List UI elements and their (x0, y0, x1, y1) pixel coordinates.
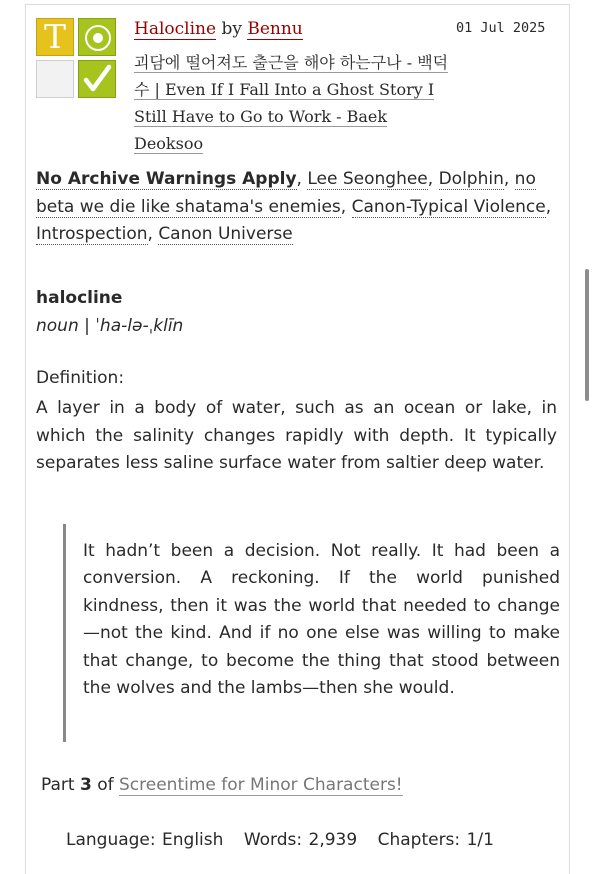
tag-freeform[interactable]: Introspection (36, 224, 148, 244)
work-title-link[interactable]: Halocline (134, 19, 217, 39)
teen-rating-icon[interactable] (36, 18, 74, 56)
work-heading (134, 16, 459, 43)
language-label: Language: (66, 830, 156, 850)
fandom-heading (134, 49, 459, 157)
quote-text: It hadn’t been a decision. Not really. It had been a conversion. A reckoning. If the world punished kindness, then it was the world that needed to change—not the kind. And if no one else was willing to make that change, to become the thing that stood between the wolves and the lambs—then she would. (83, 541, 560, 699)
words-value: 2,939 (308, 830, 358, 850)
summary-word: halocline (36, 288, 123, 308)
tag-separator: , (427, 169, 434, 189)
target-icon (85, 25, 111, 51)
tag-character[interactable]: Dolphin (438, 169, 504, 189)
no-warning-icon[interactable] (36, 60, 74, 98)
tag-separator: , (503, 169, 510, 189)
tag-separator: , (340, 196, 347, 217)
scrollbar-thumb[interactable] (585, 269, 589, 401)
tag-freeform[interactable]: no beta we die like shatama's enemies (36, 169, 536, 217)
work-stats (66, 830, 494, 850)
summary-blockquote (63, 524, 560, 742)
series-part-number: 3 (79, 775, 92, 795)
author-link[interactable]: Bennu (247, 19, 303, 39)
series-line (41, 775, 403, 795)
tag-separator: , (296, 169, 302, 189)
tag-separator: , (545, 196, 552, 217)
tag-freeform[interactable]: Canon-Typical Violence (351, 196, 546, 217)
publish-date: 01 Jul 2025 (456, 20, 546, 36)
tag-warning[interactable]: No Archive Warnings Apply (36, 169, 297, 189)
definition-text: A layer in a body of water, such as an ocean or lake, in which the salinity changes rapidly with depth. It typically separates less saline surface water from saltier deep water. (36, 398, 557, 473)
check-icon (79, 61, 115, 97)
chapters-label: Chapters: (377, 830, 461, 850)
tags-list (36, 166, 556, 249)
language-value: English (162, 830, 224, 850)
words-label: Words: (243, 830, 303, 850)
series-part-label: Part (41, 775, 75, 795)
tag-separator: , (147, 224, 153, 244)
tag-freeform[interactable]: Canon Universe (158, 224, 293, 244)
fandom-link[interactable]: 괴담에 떨어져도 출근을 해야 하는구나 - 백덕수 | Even If I Fall Into a Ghost Story I Still Have to Go to Work - Baek Deoksoo (134, 53, 449, 153)
chapters-value: 1/1 (466, 830, 494, 850)
required-tags-symbols (36, 18, 116, 102)
summary-pronunciation: noun | ˈha-lə-ˌklīn (36, 316, 184, 336)
series-of-label: of (97, 775, 114, 795)
by-label: by (221, 19, 242, 39)
complete-check-icon[interactable] (78, 60, 116, 98)
series-link[interactable]: Screentime for Minor Characters! (119, 775, 403, 795)
general-category-target-icon[interactable] (78, 18, 116, 56)
rating-letter: T (43, 17, 66, 56)
tag-character[interactable]: Lee Seonghee (307, 169, 428, 189)
definition-label: Definition: (36, 368, 125, 388)
